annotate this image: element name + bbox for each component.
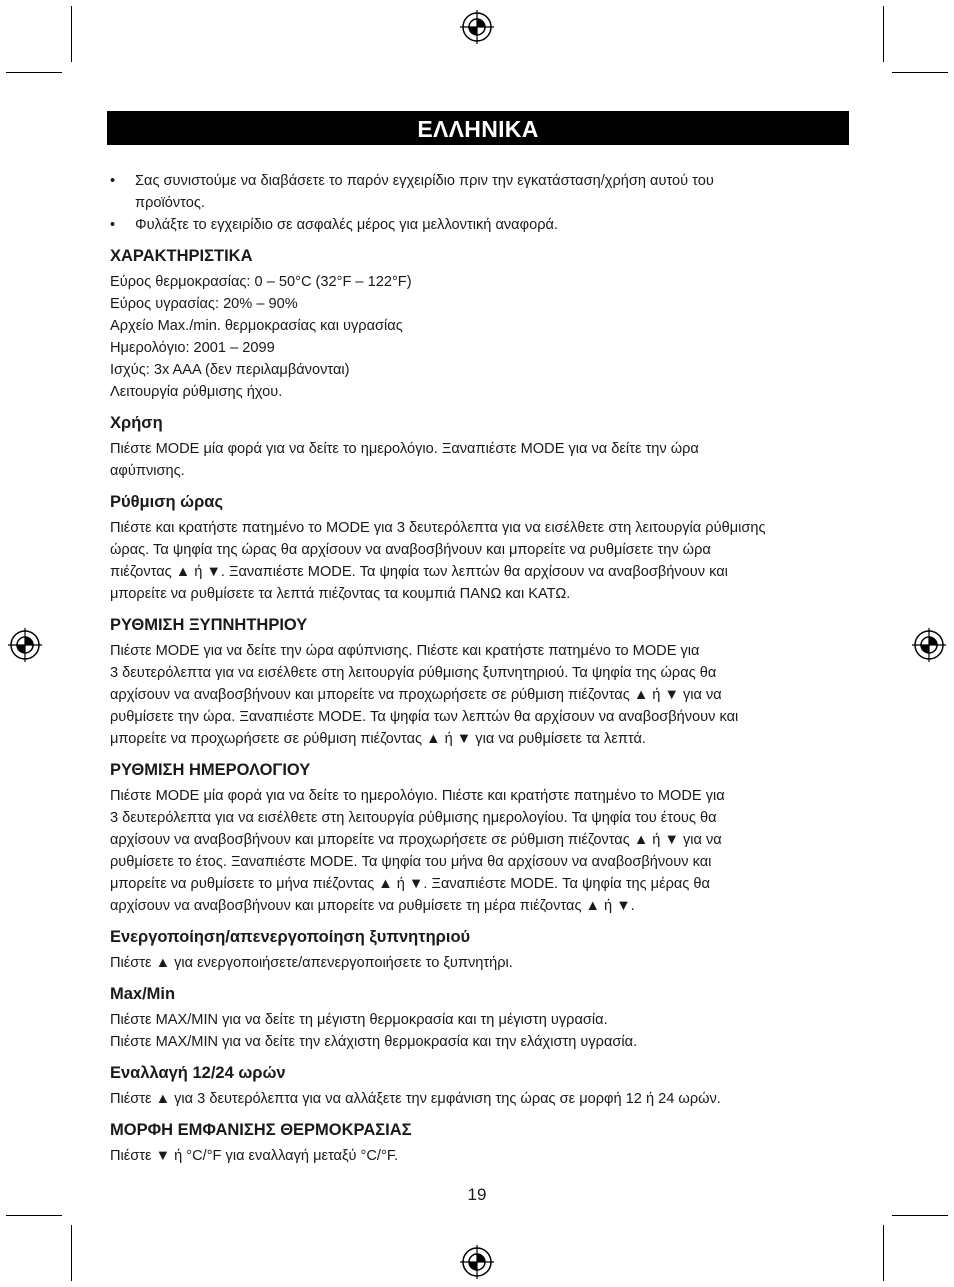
body-line: Πιέστε MODE μία φορά για να δείτε το ημερολόγιο. Ξαναπιέστε MODE για να δείτε την ώρα — [110, 441, 699, 457]
manual-content — [110, 170, 855, 1167]
body-line: Πιέστε MAX/MIN για να δείτε τη μέγιστη θερμοκρασία και τη μέγιστη υγρασία. — [110, 1012, 608, 1028]
body-line: Εύρος υγρασίας: 20% – 90% — [110, 296, 298, 312]
section-12-24-hour — [110, 1062, 855, 1110]
body-line: 3 δευτερόλεπτα για να εισέλθετε στη λειτουργία ρύθμισης ημερολογίου. Τα ψηφία του έτους θα — [110, 810, 717, 826]
body-line: πιέζοντας ▲ ή ▼. Ξαναπιέστε MODE. Τα ψηφία των λεπτών θα αρχίσουν να αναβοσβήνουν και — [110, 564, 728, 580]
body-line: Πιέστε ▼ ή °C/°F για εναλλαγή μεταξύ °C/°F. — [110, 1148, 399, 1164]
registration-mark-icon — [912, 628, 946, 662]
section-max-min — [110, 983, 855, 1053]
body-line: μπορείτε να ρυθμίσετε τα λεπτά πιέζοντας τα κουμπιά ΠΑΝΩ και ΚΑΤΩ. — [110, 586, 571, 602]
section-heading: ΜΟΡΦΗ ΕΜΦΑΝΙΣΗΣ ΘΕΡΜΟΚΡΑΣΙΑΣ — [110, 1121, 412, 1139]
section-body — [110, 438, 855, 482]
section-body — [110, 952, 855, 974]
registration-mark-icon — [460, 10, 494, 44]
body-line: Αρχείο Max./min. θερμοκρασίας και υγρασίας — [110, 318, 403, 334]
bullet-line: προϊόντος. — [135, 195, 205, 211]
body-line: ρυθμίσετε την ώρα. Ξαναπιέστε MODE. Τα ψηφία των λεπτών θα αρχίσουν να αναβοσβήνουν και — [110, 709, 739, 725]
bullet-item — [110, 170, 855, 214]
registration-mark-icon — [8, 628, 42, 662]
section-heading: Χρήση — [110, 414, 163, 432]
body-line: μπορείτε να ρυθμίσετε το μήνα πιέζοντας ▲ ή ▼. Ξαναπιέστε MODE. Τα ψηφία της μέρας θα — [110, 876, 710, 892]
section-body — [110, 517, 855, 605]
crop-mark — [883, 1225, 884, 1281]
section-features — [110, 245, 855, 403]
section-heading: Εναλλαγή 12/24 ωρών — [110, 1064, 286, 1082]
bullet-dot: • — [110, 217, 116, 233]
body-line: Πιέστε MODE μία φορά για να δείτε το ημερολόγιο. Πιέστε και κρατήστε πατημένο το MODE για — [110, 788, 725, 804]
section-body — [110, 785, 855, 917]
body-line: Λειτουργία ρύθμισης ήχου. — [110, 384, 283, 400]
body-line: ρυθμίσετε το έτος. Ξαναπιέστε MODE. Τα ψηφία του μήνα θα αρχίσουν να αναβοσβήνουν και — [110, 854, 712, 870]
section-usage — [110, 412, 855, 482]
section-body — [110, 1088, 855, 1110]
body-line: 3 δευτερόλεπτα για να εισέλθετε στη λειτουργία ρύθμισης ξυπνητηριού. Τα ψηφία της ώρας θα — [110, 665, 717, 681]
crop-mark — [6, 72, 62, 73]
body-line: Εύρος θερμοκρασίας: 0 – 50°C (32°F – 122°F) — [110, 274, 412, 290]
body-line: Ημερολόγιο: 2001 – 2099 — [110, 340, 275, 356]
section-body — [110, 1009, 855, 1053]
section-calendar-setting — [110, 759, 855, 917]
body-line: αρχίσουν να αναβοσβήνουν και μπορείτε να ρυθμίσετε τη μέρα πιέζοντας ▲ ή ▼. — [110, 898, 635, 914]
intro-bullets — [110, 170, 855, 236]
section-heading: ΡΥΘΜΙΣΗ ΞΥΠΝΗΤΗΡΙΟΥ — [110, 616, 308, 634]
body-line: Πιέστε MAX/MIN για να δείτε την ελάχιστη θερμοκρασία και την ελάχιστη υγρασία. — [110, 1034, 638, 1050]
section-temperature-format — [110, 1119, 855, 1167]
section-body — [110, 271, 855, 403]
body-line: Πιέστε MODE για να δείτε την ώρα αφύπνισης. Πιέστε και κρατήστε πατημένο το MODE για — [110, 643, 700, 659]
section-alarm-setting — [110, 614, 855, 750]
body-line: Πιέστε ▲ για 3 δευτερόλεπτα για να αλλάξετε την εμφάνιση της ώρας σε μορφή 12 ή 24 ωρών. — [110, 1091, 721, 1107]
section-heading: Ρύθμιση ώρας — [110, 493, 224, 511]
section-body — [110, 1145, 855, 1167]
section-time-setting — [110, 491, 855, 605]
page-number: 19 — [467, 1185, 487, 1204]
section-alarm-toggle — [110, 926, 855, 974]
language-banner: ΕΛΛΗΝΙΚΑ — [107, 111, 849, 145]
crop-mark — [892, 72, 948, 73]
body-line: μπορείτε να προχωρήσετε σε ρύθμιση πιέζοντας ▲ ή ▼ για να ρυθμίσετε τα λεπτά. — [110, 731, 646, 747]
crop-mark — [71, 1225, 72, 1281]
body-line: αρχίσουν να αναβοσβήνουν και μπορείτε να προχωρήσετε σε ρύθμιση πιέζοντας ▲ ή ▼ για να — [110, 832, 722, 848]
section-heading: ΧΑΡΑΚΤΗΡΙΣΤΙΚΑ — [110, 247, 253, 265]
crop-mark — [71, 6, 72, 62]
body-line: Πιέστε ▲ για ενεργοποιήσετε/απενεργοποιήσετε το ξυπνητήρι. — [110, 955, 513, 971]
bullet-item — [110, 214, 855, 236]
section-body — [110, 640, 855, 750]
body-line: Ισχύς: 3x AAA (δεν περιλαμβάνονται) — [110, 362, 350, 378]
bullet-line: Σας συνιστούμε να διαβάσετε το παρόν εγχειρίδιο πριν την εγκατάσταση/χρήση αυτού του — [135, 173, 714, 189]
body-line: ώρας. Τα ψηφία της ώρας θα αρχίσουν να αναβοσβήνουν και μπορείτε να ρυθμίσετε την ώρα — [110, 542, 711, 558]
bullet-line: Φυλάξτε το εγχειρίδιο σε ασφαλές μέρος για μελλοντική αναφορά. — [135, 217, 558, 233]
section-heading: Ενεργοποίηση/απενεργοποίηση ξυπνητηριού — [110, 928, 471, 946]
crop-mark — [892, 1215, 948, 1216]
section-heading: ΡΥΘΜΙΣΗ ΗΜΕΡΟΛΟΓΙΟΥ — [110, 761, 311, 779]
section-heading: Max/Min — [110, 985, 176, 1003]
registration-mark-icon — [460, 1245, 494, 1279]
crop-mark — [883, 6, 884, 62]
body-line: αφύπνισης. — [110, 463, 185, 479]
body-line: αρχίσουν να αναβοσβήνουν και μπορείτε να προχωρήσετε σε ρύθμιση πιέζοντας ▲ ή ▼ για να — [110, 687, 722, 703]
body-line: Πιέστε και κρατήστε πατημένο το MODE για 3 δευτερόλεπτα για να εισέλθετε στη λειτουργία ρύθμισης — [110, 520, 766, 536]
crop-mark — [6, 1215, 62, 1216]
bullet-dot: • — [110, 173, 116, 189]
